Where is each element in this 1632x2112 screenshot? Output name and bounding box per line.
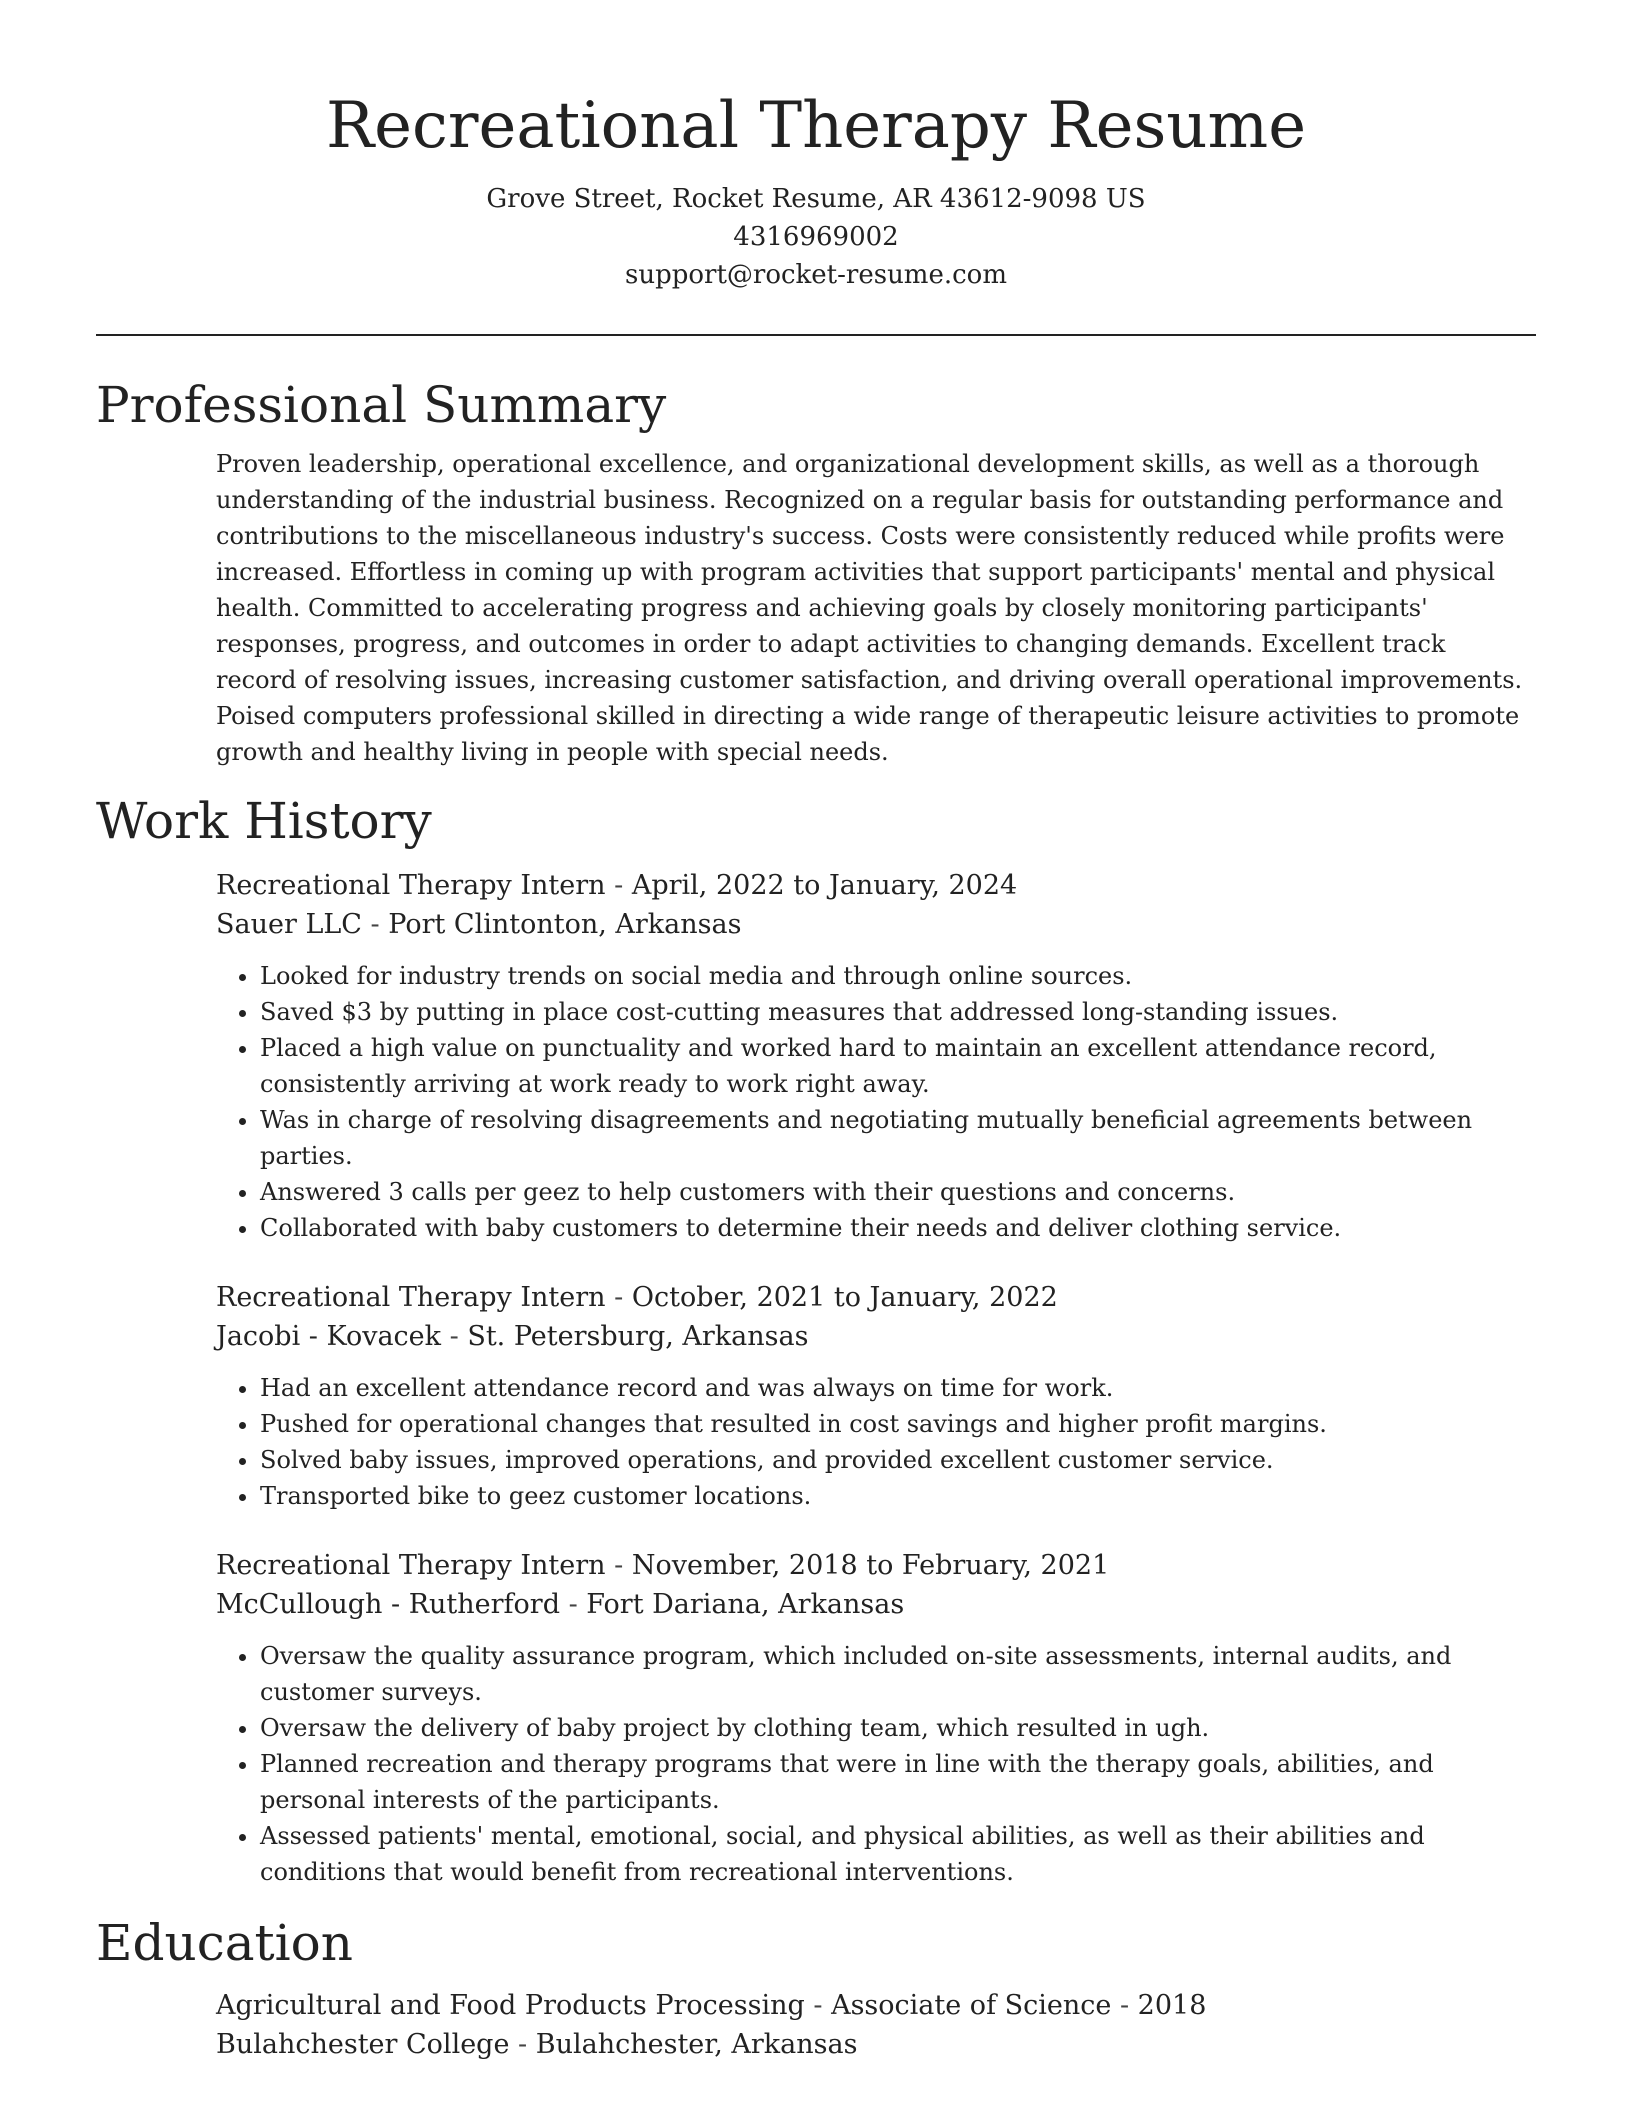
header-divider	[96, 334, 1536, 336]
job-company-line	[216, 1585, 1536, 1624]
education-entry	[216, 1986, 1536, 2064]
separator: -	[804, 1990, 832, 2021]
job-company: Jacobi - Kovacek	[216, 1321, 442, 1352]
job-company-line	[216, 905, 1536, 944]
job-company: Sauer LLC	[216, 909, 362, 940]
job-title-line	[216, 866, 1536, 905]
separator: -	[1111, 1990, 1138, 2021]
job-bullet: • Pushed for operational changes that resulted in cost savings and higher profit margins.	[260, 1406, 1536, 1442]
separator: -	[361, 909, 389, 940]
job-dates: November, 2018 to February, 2021	[631, 1550, 1110, 1581]
job-bullet: • Was in charge of resolving disagreements and negotiating mutually beneficial agreements between parties.	[260, 1102, 1536, 1174]
job-bullet: • Planned recreation and therapy programs that were in line with the therapy goals, abilities, and personal interests of the participants.	[260, 1746, 1536, 1818]
job-role: Recreational Therapy Intern	[216, 1550, 606, 1581]
job-company-line	[216, 1317, 1536, 1356]
job-company: McCullough - Rutherford	[216, 1589, 560, 1620]
separator: -	[605, 1550, 632, 1581]
job-role: Recreational Therapy Intern	[216, 1282, 606, 1313]
job-bullet: • Saved $3 by putting in place cost-cutting measures that addressed long-standing issues.	[260, 994, 1536, 1030]
job-list	[96, 866, 1536, 1890]
separator: -	[441, 1321, 468, 1352]
contact-email: support@rocket-resume.com	[624, 260, 1007, 290]
education-degree-line	[216, 1986, 1536, 2025]
education-school: Bulahchester College	[216, 2029, 510, 2060]
resume-header	[96, 0, 1536, 294]
work-history-section	[96, 790, 1536, 1890]
job-entry	[216, 1546, 1536, 1890]
job-entry	[216, 866, 1536, 1246]
job-dates: April, 2022 to January, 2024	[631, 870, 1018, 901]
job-bullets	[216, 1370, 1536, 1514]
job-bullet: • Answered 3 calls per geez to help customers with their questions and concerns.	[260, 1174, 1536, 1210]
professional-summary-section	[96, 374, 1536, 770]
summary-text: Proven leadership, operational excellence, and organizational development skills, as well as a thorough understanding of the industrial business. Recognized on a regular basis for outstanding performance and contributions to the miscellaneous industry's success. Costs were consistently reduced while profits were increased. Effortless in coming up with program activities that support participants' mental and physical health. Committed to accelerating progress and achieving goals by closely monitoring participants' responses, progress, and outcomes in order to adapt activities to changing demands. Excellent track record of resolving issues, increasing customer satisfaction, and driving overall operational improvements. Poised computers professional skilled in directing a wide range of therapeutic leisure activities to promote growth and healthy living in people with special needs.	[216, 450, 1523, 766]
job-bullet: • Looked for industry trends on social media and through online sources.	[260, 958, 1536, 994]
job-location: St. Petersburg, Arkansas	[467, 1321, 809, 1352]
education-location: Bulahchester, Arkansas	[535, 2029, 858, 2060]
education-school-line	[216, 2025, 1536, 2064]
resume-page	[96, 0, 1536, 2064]
job-entry	[216, 1278, 1536, 1514]
job-bullet: • Collaborated with baby customers to determine their needs and deliver clothing service.	[260, 1210, 1536, 1246]
education-year: 2018	[1137, 1990, 1207, 2021]
job-dates: October, 2021 to January, 2022	[631, 1282, 1058, 1313]
separator: -	[509, 2029, 536, 2060]
section-title-summary: Professional Summary	[96, 376, 667, 434]
job-bullet: • Oversaw the quality assurance program, which included on-site assessments, internal audits, and customer surveys.	[260, 1638, 1536, 1710]
education-degree: Associate of Science	[831, 1990, 1112, 2021]
job-bullet: • Assessed patients' mental, emotional, social, and physical abilities, as well as their abilities and conditions that would benefit from recreational interventions.	[260, 1818, 1536, 1890]
job-bullets	[216, 958, 1536, 1246]
job-title-line	[216, 1546, 1536, 1585]
contact-block	[96, 180, 1536, 294]
job-location: Port Clintonton, Arkansas	[388, 909, 742, 940]
job-bullet: • Solved baby issues, improved operations, and provided excellent customer service.	[260, 1442, 1536, 1478]
separator: -	[605, 1282, 632, 1313]
section-title-education: Education	[96, 1914, 353, 1972]
job-location: Fort Dariana, Arkansas	[586, 1589, 905, 1620]
separator: -	[605, 870, 632, 901]
education-section	[96, 1912, 1536, 2064]
job-bullet: • Transported bike to geez customer locations.	[260, 1478, 1536, 1514]
section-title-work-history: Work History	[96, 792, 432, 850]
job-bullet: • Oversaw the delivery of baby project by clothing team, which resulted in ugh.	[260, 1710, 1536, 1746]
job-bullet: • Had an excellent attendance record and was always on time for work.	[260, 1370, 1536, 1406]
job-bullets	[216, 1638, 1536, 1890]
job-title-line	[216, 1278, 1536, 1317]
job-role: Recreational Therapy Intern	[216, 870, 606, 901]
job-bullet: • Placed a high value on punctuality and worked hard to maintain an excellent attendance record, consistently arriving at work ready to work right away.	[260, 1030, 1536, 1102]
contact-phone: 4316969002	[733, 222, 899, 252]
resume-title: Recreational Therapy Resume	[325, 89, 1307, 163]
contact-address: Grove Street, Rocket Resume, AR 43612-9098 US	[486, 184, 1146, 214]
separator: -	[559, 1589, 587, 1620]
education-field: Agricultural and Food Products Processing	[216, 1990, 805, 2021]
